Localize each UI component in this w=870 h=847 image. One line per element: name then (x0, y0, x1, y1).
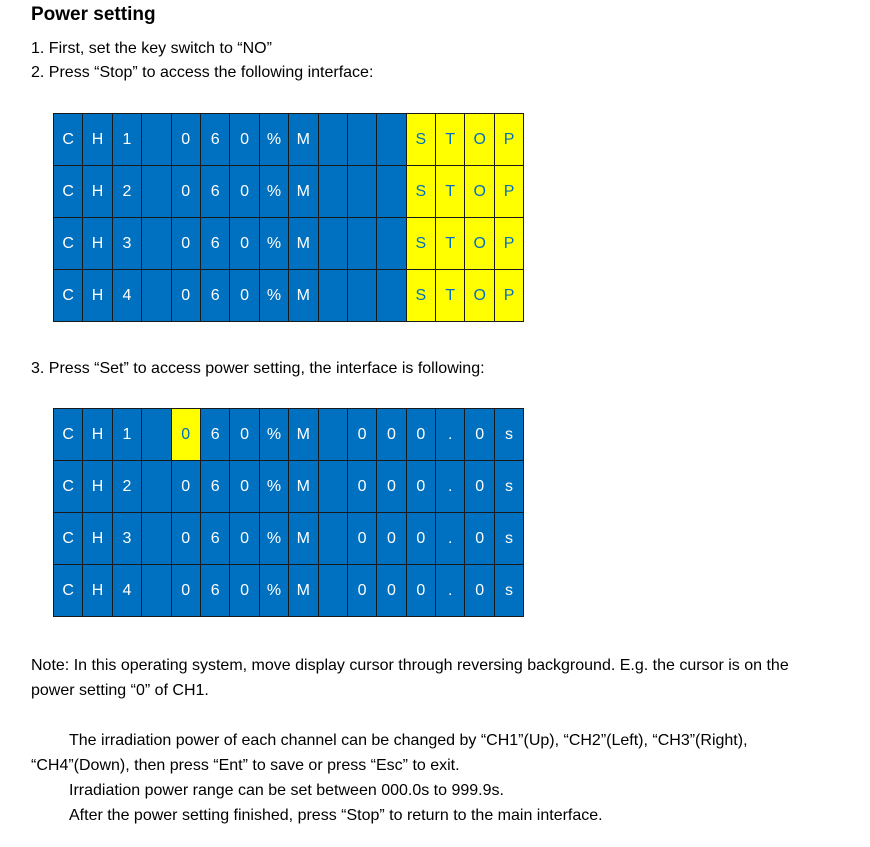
display-cell: S (406, 218, 435, 270)
display-cell (142, 218, 171, 270)
display-row (54, 409, 524, 461)
display-cell: s (494, 565, 523, 617)
display-cell: 4 (112, 270, 141, 322)
display-cell: 0 (230, 565, 259, 617)
display-cell: H (83, 218, 112, 270)
display-cell: H (83, 409, 112, 461)
display-cell: H (83, 270, 112, 322)
display-cell: 0 (230, 409, 259, 461)
cursor-cell: 0 (171, 409, 200, 461)
display-cell: T (436, 218, 465, 270)
display-cell: M (289, 409, 318, 461)
display-cell: P (494, 114, 523, 166)
display-cell (318, 114, 347, 166)
display-cell (318, 218, 347, 270)
display-cell: 0 (406, 409, 435, 461)
display-cell: 0 (406, 461, 435, 513)
display-cell: % (259, 409, 288, 461)
display-cell (318, 513, 347, 565)
display-cell (377, 270, 406, 322)
display-cell: C (54, 565, 83, 617)
step-3: 3. Press “Set” to access power setting, the interface is following: (31, 360, 485, 377)
display-cell: s (494, 461, 523, 513)
display-row (54, 565, 524, 617)
display-cell (347, 114, 376, 166)
display-cell: P (494, 218, 523, 270)
display-row (54, 218, 524, 270)
display-cell: C (54, 513, 83, 565)
display-cell: 0 (230, 461, 259, 513)
display-cell: M (289, 218, 318, 270)
display-cell: 6 (200, 513, 229, 565)
display-cell (318, 461, 347, 513)
display-cell: M (289, 270, 318, 322)
display-cell: 0 (465, 565, 494, 617)
display-cell (377, 218, 406, 270)
set-screen-display (53, 408, 524, 617)
display-cell: C (54, 461, 83, 513)
display-cell: C (54, 166, 83, 218)
display-cell: M (289, 513, 318, 565)
display-cell: H (83, 461, 112, 513)
display-cell: . (436, 565, 465, 617)
display-cell: 0 (377, 461, 406, 513)
display-cell: 0 (465, 513, 494, 565)
display-cell: . (436, 461, 465, 513)
display-cell: 0 (171, 218, 200, 270)
display-cell (142, 270, 171, 322)
display-cell: 0 (171, 114, 200, 166)
display-cell: 0 (171, 270, 200, 322)
display-cell: O (465, 114, 494, 166)
display-cell: H (83, 565, 112, 617)
stop-screen-display (53, 113, 524, 322)
display-cell: 6 (200, 565, 229, 617)
display-row (54, 270, 524, 322)
display-cell: 0 (347, 409, 376, 461)
display-cell: T (436, 114, 465, 166)
para-line-2: “CH4”(Down), then press “Ent” to save or press “Esc” to exit. (31, 757, 460, 774)
display-cell (318, 565, 347, 617)
display-cell: % (259, 218, 288, 270)
display-cell: S (406, 166, 435, 218)
display-cell: M (289, 114, 318, 166)
display-cell: H (83, 513, 112, 565)
display-cell: 0 (230, 166, 259, 218)
display-cell: M (289, 166, 318, 218)
display-cell: 0 (465, 461, 494, 513)
display-cell: % (259, 461, 288, 513)
display-cell (318, 270, 347, 322)
display-cell: % (259, 114, 288, 166)
display-cell (142, 166, 171, 218)
display-cell: 0 (347, 513, 376, 565)
display-cell: 0 (406, 565, 435, 617)
display-cell: 2 (112, 461, 141, 513)
step-2: 2. Press “Stop” to access the following interface: (31, 64, 374, 81)
display-cell: M (289, 461, 318, 513)
display-cell: 6 (200, 114, 229, 166)
display-cell: T (436, 270, 465, 322)
display-cell: O (465, 218, 494, 270)
display-row (54, 166, 524, 218)
display-cell (347, 218, 376, 270)
display-cell (142, 565, 171, 617)
display-cell: 0 (377, 513, 406, 565)
display-cell: 6 (200, 461, 229, 513)
display-cell: O (465, 166, 494, 218)
display-cell: S (406, 114, 435, 166)
display-cell: C (54, 409, 83, 461)
display-cell: 0 (230, 114, 259, 166)
para-line-3: Irradiation power range can be set between 000.0s to 999.9s. (69, 782, 504, 799)
step-1: 1. First, set the key switch to “NO” (31, 40, 272, 57)
display-cell: 6 (200, 218, 229, 270)
section-title: Power setting (31, 4, 156, 25)
display-cell: S (406, 270, 435, 322)
display-cell: 0 (171, 166, 200, 218)
display-cell: 0 (347, 565, 376, 617)
display-cell: 0 (347, 461, 376, 513)
display-row (54, 513, 524, 565)
display-cell: O (465, 270, 494, 322)
display-cell: 6 (200, 270, 229, 322)
display-row (54, 114, 524, 166)
display-cell: H (83, 114, 112, 166)
display-cell (377, 114, 406, 166)
note-line-1: Note: In this operating system, move display cursor through reversing background. E.g. the cursor is on the (31, 657, 789, 674)
display-cell: C (54, 270, 83, 322)
display-cell: T (436, 166, 465, 218)
display-cell: 0 (230, 513, 259, 565)
display-cell: 4 (112, 565, 141, 617)
display-cell: 2 (112, 166, 141, 218)
display-cell: 1 (112, 114, 141, 166)
display-cell: 0 (377, 409, 406, 461)
display-cell: 0 (230, 270, 259, 322)
para-line-4: After the power setting finished, press “Stop” to return to the main interface. (69, 807, 603, 824)
display-row (54, 461, 524, 513)
display-cell (377, 166, 406, 218)
display-cell: 0 (465, 409, 494, 461)
display-cell: 0 (377, 565, 406, 617)
display-cell: % (259, 166, 288, 218)
display-cell: % (259, 513, 288, 565)
display-cell: 0 (171, 565, 200, 617)
display-cell: . (436, 409, 465, 461)
display-cell: 6 (200, 409, 229, 461)
display-cell (318, 409, 347, 461)
note-line-2: power setting “0” of CH1. (31, 682, 209, 699)
para-line-1: The irradiation power of each channel can be changed by “CH1”(Up), “CH2”(Left), “CH3”(Right), (69, 732, 748, 749)
display-cell: 0 (171, 513, 200, 565)
display-cell: 1 (112, 409, 141, 461)
display-cell: P (494, 166, 523, 218)
display-cell (318, 166, 347, 218)
display-cell: . (436, 513, 465, 565)
display-cell: P (494, 270, 523, 322)
display-cell: 3 (112, 513, 141, 565)
display-cell (347, 270, 376, 322)
display-cell: M (289, 565, 318, 617)
display-cell: % (259, 270, 288, 322)
display-cell (142, 461, 171, 513)
display-cell: 6 (200, 166, 229, 218)
display-cell: 0 (171, 461, 200, 513)
display-cell: 0 (406, 513, 435, 565)
display-cell (347, 166, 376, 218)
display-cell (142, 513, 171, 565)
display-cell: 0 (230, 218, 259, 270)
display-cell: H (83, 166, 112, 218)
display-cell: C (54, 114, 83, 166)
display-cell: s (494, 513, 523, 565)
display-cell: C (54, 218, 83, 270)
display-cell (142, 114, 171, 166)
display-cell: s (494, 409, 523, 461)
display-cell: 3 (112, 218, 141, 270)
display-cell (142, 409, 171, 461)
display-cell: % (259, 565, 288, 617)
